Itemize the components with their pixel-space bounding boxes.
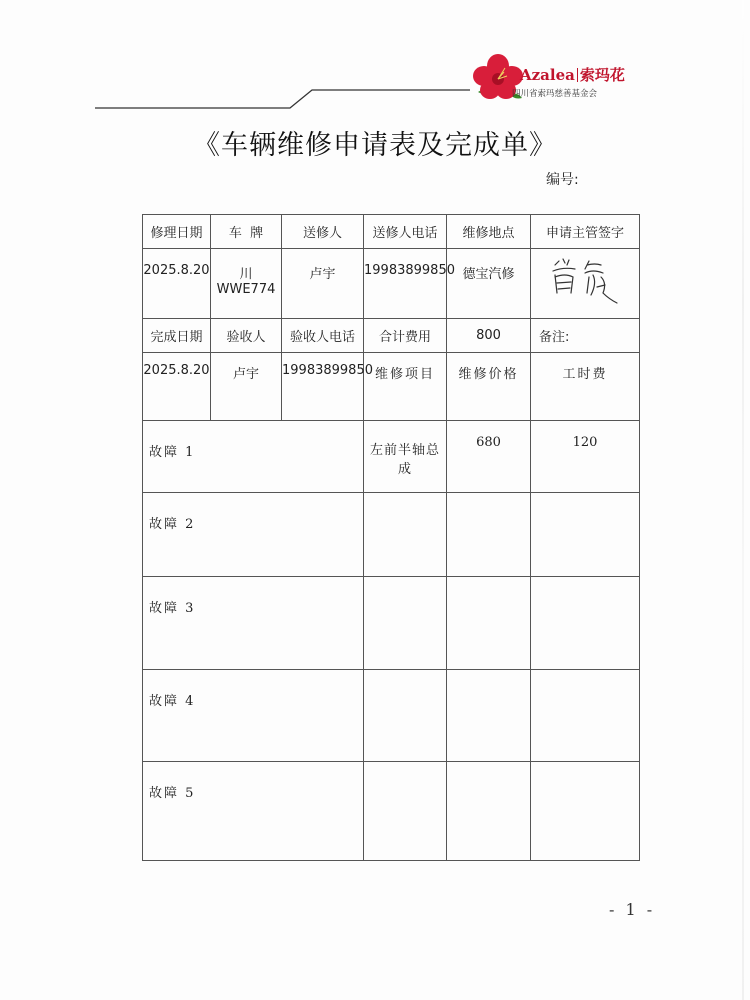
repair-form-table [142, 214, 640, 861]
fault-labor: 120 [531, 421, 640, 493]
fault-labor [531, 577, 640, 670]
fault-item [364, 762, 447, 861]
serial-number-label: 编号: [546, 172, 579, 188]
completion-header-row [143, 319, 640, 353]
fault-labor [531, 493, 640, 577]
header-repair-item: 维修项目 [364, 353, 447, 421]
fault-row [143, 762, 640, 861]
notes-label: 备注: [531, 319, 640, 353]
logo-brand-text [520, 64, 625, 85]
fault-label: 故障 3 [143, 577, 364, 670]
header-labor-fee: 工时费 [531, 353, 640, 421]
fault-price [447, 493, 531, 577]
header-sender-phone: 送修人电话 [364, 215, 447, 249]
logo-separator [577, 68, 578, 82]
acceptor-phone-value: 19983899850 [282, 353, 364, 421]
fault-row [143, 421, 640, 493]
header-acceptor-phone: 验收人电话 [282, 319, 364, 353]
header-total-cost: 合计费用 [364, 319, 447, 353]
logo-brand-en: Azalea [520, 66, 575, 84]
handwritten-signature-icon [545, 253, 625, 311]
fault-price: 680 [447, 421, 531, 493]
fault-label: 故障 5 [143, 762, 364, 861]
header-divider-line [0, 0, 750, 120]
repair-date-value: 2025.8.20 [143, 249, 211, 319]
fault-price [447, 762, 531, 861]
fault-item [364, 670, 447, 762]
header-repair-date: 修理日期 [143, 215, 211, 249]
fault-item: 左前半轴总成 [364, 421, 447, 493]
document-title: 《车辆维修申请表及完成单》 [193, 130, 557, 161]
header-completion-date: 完成日期 [143, 319, 211, 353]
fault-label: 故障 4 [143, 670, 364, 762]
header-repair-price: 维修价格 [447, 353, 531, 421]
header-repair-location: 维修地点 [447, 215, 531, 249]
fault-price [447, 670, 531, 762]
fault-item [364, 577, 447, 670]
completion-date-value: 2025.8.20 [143, 353, 211, 421]
fault-row [143, 577, 640, 670]
total-cost-value: 800 [447, 319, 531, 353]
acceptor-value: 卢宇 [211, 353, 282, 421]
foundation-logo [470, 52, 625, 102]
header-plate: 车 牌 [211, 215, 282, 249]
logo-brand-cn: 索玛花 [579, 66, 625, 84]
completion-value-row [143, 353, 640, 421]
repair-location-value: 德宝汽修 [447, 249, 531, 319]
page-number: - 1 - [609, 900, 656, 919]
fault-price [447, 577, 531, 670]
fault-label: 故障 1 [143, 421, 364, 493]
request-value-row [143, 249, 640, 319]
plate-value: 川 WWE774 [211, 249, 282, 319]
sender-phone-value: 19983899850 [364, 249, 447, 319]
supervisor-signature-cell [531, 249, 640, 319]
header-sender: 送修人 [282, 215, 364, 249]
sender-value: 卢宇 [282, 249, 364, 319]
fault-item [364, 493, 447, 577]
request-header-row [143, 215, 640, 249]
fault-label: 故障 2 [143, 493, 364, 577]
header-acceptor: 验收人 [211, 319, 282, 353]
fault-labor [531, 670, 640, 762]
fault-row [143, 493, 640, 577]
fault-row [143, 670, 640, 762]
header-supervisor-signature: 申请主管签字 [531, 215, 640, 249]
logo-org-name: 四川省索玛慈善基金会 [512, 89, 598, 99]
fault-labor [531, 762, 640, 861]
